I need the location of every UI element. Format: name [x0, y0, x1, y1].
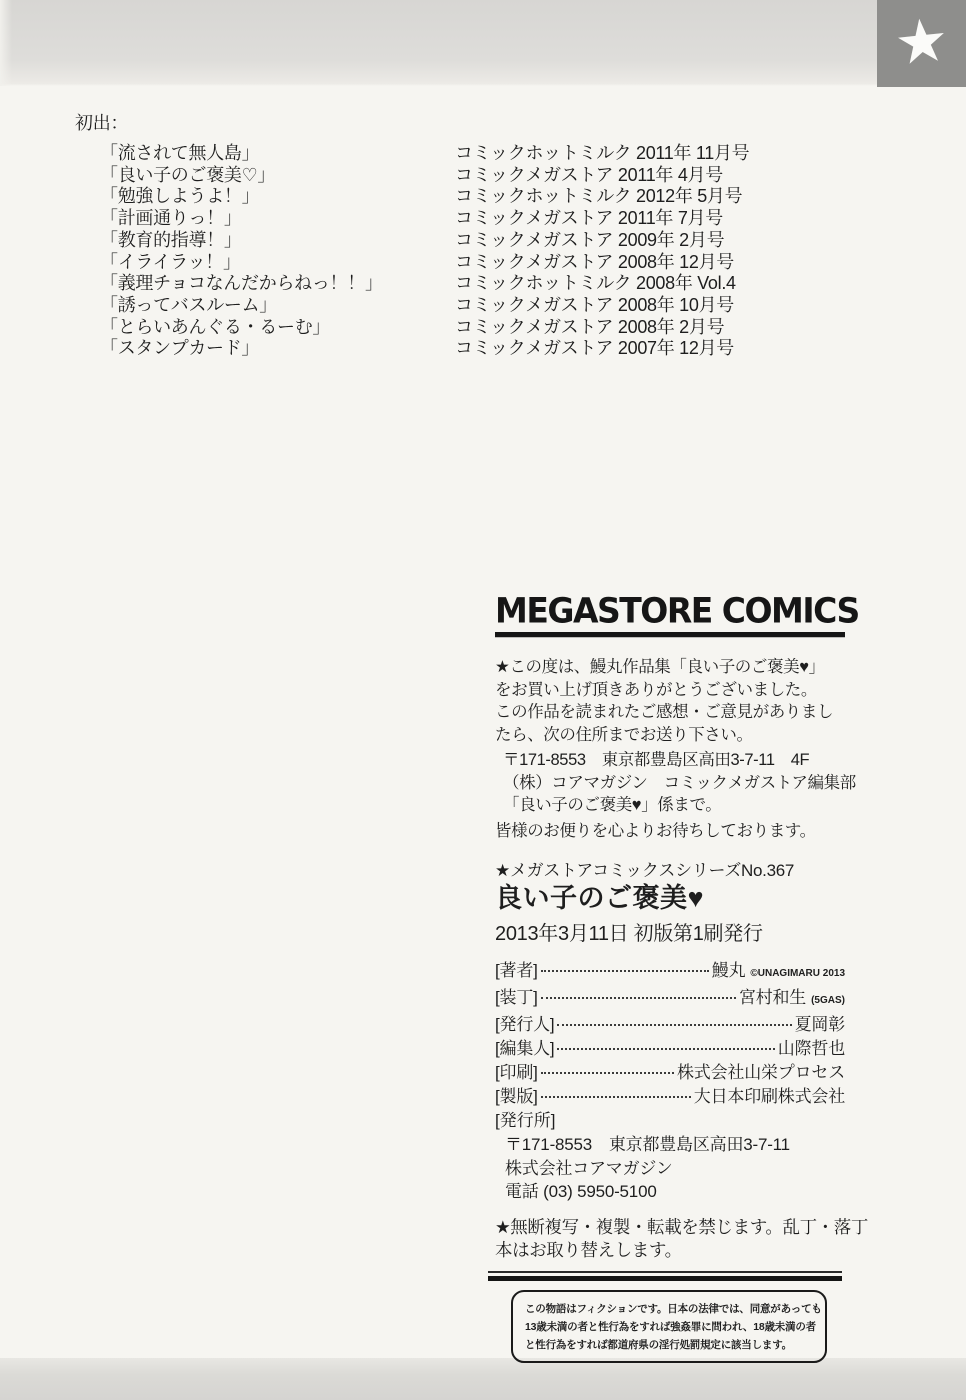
feedback-address-line: （株）コアマガジン コミックメガストア編集部 [503, 773, 856, 792]
credit-role: [製版] [495, 1087, 538, 1106]
credit-role: [発行人] [495, 1015, 555, 1034]
legal-disclaimer-line: この物語はフィクションです。日本の法律では、同意があっても [525, 1302, 822, 1315]
legal-disclaimer-box [511, 1290, 827, 1363]
legal-disclaimer-line: 13歳未満の者と性行為をすれば強姦罪に問われ、18歳未満の者 [525, 1320, 816, 1333]
thanks-line: この作品を読まれたご感想・ご意見がありまし [495, 703, 834, 721]
magazine-issue: コミックメガストア 2011年 4月号 [455, 164, 723, 185]
corner-star-tab [877, 0, 966, 87]
first-publication-row [75, 317, 875, 339]
book-title: 良い子のご褒美♥ [495, 883, 705, 913]
first-publication-row [75, 143, 875, 165]
publisher-role: [発行所] [495, 1111, 556, 1130]
credit-name: 夏岡彰 [794, 1015, 845, 1034]
credit-name: 大日本印刷株式会社 [693, 1087, 845, 1106]
credit-role: [印刷] [495, 1063, 538, 1082]
work-title: 「義理チョコなんだからねっ！！」 [100, 273, 383, 294]
magazine-issue: コミックホットミルク 2012年 5月号 [455, 186, 743, 207]
first-publication-row [75, 338, 875, 360]
feedback-address-line: 〒171-8553 東京都豊島区高田3-7-11 4F [503, 751, 810, 769]
magazine-issue: コミックメガストア 2008年 2月号 [455, 316, 725, 337]
first-publication-heading: 初出： [75, 113, 129, 133]
work-title: 「誘ってバスルーム」 [100, 294, 277, 315]
work-title: 「とらいあんぐる・るーむ」 [100, 316, 331, 337]
dot-leader [541, 1072, 674, 1074]
credit-row [495, 959, 845, 986]
credit-note: ©UNAGIMARU 2013 [750, 968, 845, 979]
credit-note: (5GAS) [811, 995, 845, 1006]
magazine-issue: コミックホットミルク 2008年 Vol.4 [455, 273, 736, 294]
credit-name: 宮村和生 [738, 988, 807, 1007]
credit-row [495, 986, 845, 1013]
thanks-line: をお買い上げ頂きありがとうございました。 [495, 680, 818, 699]
copyright-warning-line: ★無断複写・複製・転載を禁じます。乱丁・落丁 [495, 1216, 868, 1237]
thanks-line: ★この度は、鰻丸作品集「良い子のご褒美♥」 [495, 658, 825, 676]
scan-top-edge [0, 0, 877, 86]
double-rule [488, 1271, 842, 1281]
work-title: 「計画通りっ！」 [100, 208, 242, 229]
magazine-issue: コミックメガストア 2008年 12月号 [455, 251, 734, 272]
thanks-line: たら、次の住所までお送り下さい。 [495, 725, 753, 744]
credit-role: [編集人] [495, 1039, 555, 1058]
first-publication-row [75, 230, 875, 252]
publisher-address-line: 〒171-8553 東京都豊島区高田3-7-11 [505, 1135, 790, 1154]
publisher-address-line: 株式会社コアマガジン [505, 1158, 673, 1178]
letters-note: 皆様のお便りを心よりお待ちしております。 [495, 821, 816, 840]
work-title: 「スタンプカード」 [100, 338, 260, 359]
first-publication-row [75, 208, 875, 230]
first-publication-row [75, 186, 875, 208]
copyright-warning-line: 本はお取り替えします。 [495, 1239, 682, 1260]
dot-leader [541, 997, 736, 999]
magazine-issue: コミックメガストア 2007年 12月号 [455, 338, 734, 359]
rule-thick [488, 1276, 842, 1281]
dot-leader [541, 970, 709, 972]
credit-row [495, 1061, 845, 1085]
credit-row [495, 1013, 845, 1037]
magazine-issue: コミックメガストア 2008年 10月号 [455, 294, 734, 315]
first-publication-row [75, 295, 875, 317]
credit-row [495, 1085, 845, 1109]
megastore-comics-logo: MEGASTORE COMICS [495, 590, 845, 637]
legal-disclaimer-line: と性行為をすれば都道府県の淫行処罰規定に該当します。 [525, 1338, 792, 1351]
copyright-warning [495, 1216, 868, 1262]
publisher-address [505, 1133, 845, 1204]
work-title: 「良い子のご褒美♡」 [100, 164, 276, 185]
work-title: 「流されて無人島」 [100, 143, 260, 163]
feedback-address [503, 749, 856, 817]
publisher-address-line: 電話 (03) 5950-5100 [505, 1182, 657, 1201]
first-publication-row [75, 165, 875, 187]
credit-name: 鰻丸 [711, 961, 746, 980]
first-publication-row [75, 252, 875, 274]
magazine-issue: コミックホットミルク 2011年 11月号 [455, 143, 750, 163]
print-date: 2013年3月11日 初版第1刷発行 [495, 923, 763, 945]
thanks-paragraph [495, 656, 845, 746]
rule-thin [488, 1271, 842, 1273]
dot-leader [557, 1024, 791, 1026]
dot-leader [541, 1096, 691, 1098]
first-publication-section [75, 109, 875, 360]
magazine-issue: コミックメガストア 2009年 2月号 [455, 229, 725, 250]
credit-name: 山際哲也 [777, 1039, 845, 1058]
scan-bottom-edge [0, 1358, 966, 1400]
series-number: ★メガストアコミックスシリーズNo.367 [495, 861, 795, 880]
first-publication-list [75, 143, 875, 360]
credits-list [495, 959, 845, 1109]
credit-row [495, 1037, 845, 1061]
colophon-section [495, 590, 868, 1363]
first-publication-row [75, 273, 875, 295]
dot-leader [557, 1048, 774, 1050]
magazine-issue: コミックメガストア 2011年 7月号 [455, 208, 723, 229]
credit-role: [著者] [495, 961, 538, 980]
work-title: 「勉強しようよ！」 [100, 186, 260, 207]
star-icon: ★ [890, 4, 952, 78]
feedback-address-line: 「良い子のご褒美♥」係まで。 [503, 796, 722, 814]
work-title: 「イライラッ！」 [100, 251, 241, 272]
credit-name: 株式会社山栄プロセス [677, 1063, 845, 1082]
credit-role: [装丁] [495, 988, 538, 1007]
work-title: 「教育的指導！」 [100, 229, 242, 250]
